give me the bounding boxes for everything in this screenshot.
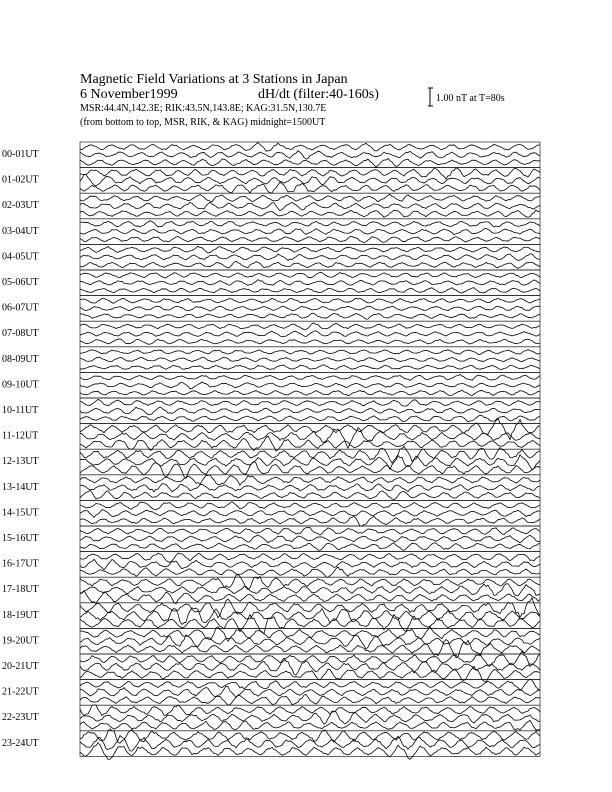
row-label: 01-02UT — [2, 174, 39, 186]
row-14-15UT — [2, 500, 540, 526]
row-17-18UT — [2, 574, 540, 604]
trace-MSR — [80, 182, 540, 193]
row-07-08UT — [2, 321, 540, 347]
row-frame — [80, 628, 540, 654]
row-frame — [80, 680, 540, 706]
chart-date: 6 November1999 — [80, 87, 178, 102]
trace-RIK — [80, 484, 540, 492]
row-09-10UT — [2, 372, 540, 398]
trace-RIK — [80, 254, 540, 261]
row-19-20UT — [2, 626, 540, 657]
trace-RIK — [80, 510, 540, 518]
row-label: 11-12UT — [2, 430, 39, 442]
row-label: 13-14UT — [2, 481, 39, 493]
row-label: 16-17UT — [2, 558, 39, 570]
row-16-17UT — [2, 552, 540, 578]
trace-KAG — [80, 475, 540, 486]
trace-RIK — [80, 175, 540, 186]
trace-MSR — [80, 543, 540, 551]
row-03-04UT — [2, 219, 540, 245]
trace-KAG — [80, 272, 540, 278]
trace-MSR — [80, 743, 540, 760]
trace-RIK — [80, 331, 540, 337]
trace-MSR — [80, 288, 540, 293]
trace-RIK — [80, 306, 540, 311]
trace-KAG — [80, 221, 540, 227]
row-label: 20-21UT — [2, 661, 39, 672]
trace-KAG — [80, 598, 540, 618]
trace-RIK — [80, 686, 540, 697]
trace-MSR — [80, 158, 540, 167]
row-12-13UT — [2, 446, 540, 478]
row-22-23UT — [2, 705, 540, 731]
trace-RIK — [80, 202, 540, 210]
trace-MSR — [80, 261, 540, 268]
chart-quantity: dH/dt (filter:40-160s) — [258, 87, 379, 102]
row-label: 07-08UT — [2, 328, 39, 340]
row-label: 00-01UT — [2, 149, 39, 160]
trace-KAG — [80, 679, 540, 690]
trace-KAG — [80, 574, 540, 589]
trace-MSR — [80, 720, 540, 730]
row-13-14UT — [2, 475, 540, 501]
trace-KAG — [80, 246, 540, 253]
trace-RIK — [80, 584, 540, 596]
row-frame — [80, 270, 540, 296]
trace-KAG — [80, 194, 540, 202]
trace-MSR — [80, 490, 540, 499]
row-frame — [80, 705, 540, 731]
trace-KAG — [80, 553, 540, 562]
scale-label: 1.00 nT at T=80s — [436, 93, 505, 104]
trace-MSR — [80, 365, 540, 370]
row-20-21UT — [2, 651, 540, 682]
row-label: 12-13UT — [2, 456, 39, 468]
trace-KAG — [80, 418, 540, 439]
row-frame — [80, 193, 540, 219]
trace-MSR — [80, 615, 540, 634]
trace-MSR — [80, 415, 540, 421]
trace-RIK — [80, 357, 540, 362]
row-label: 04-05UT — [2, 251, 39, 263]
row-label: 02-03UT — [2, 200, 39, 212]
row-label: 08-09UT — [2, 353, 39, 365]
trace-RIK — [80, 711, 540, 724]
trace-KAG — [80, 528, 540, 536]
row-05-06UT — [2, 270, 540, 296]
trace-MSR — [80, 694, 540, 705]
trace-MSR — [80, 236, 540, 243]
trace-KAG — [80, 705, 540, 716]
trace-MSR — [80, 390, 540, 396]
trace-RIK — [80, 229, 540, 235]
trace-KAG — [80, 142, 540, 151]
row-21-22UT — [2, 679, 540, 705]
row-label: 15-16UT — [2, 533, 39, 544]
trace-KAG — [80, 502, 540, 510]
row-01-02UT — [2, 168, 540, 194]
trace-RIK — [80, 407, 540, 415]
row-04-05UT — [2, 244, 540, 270]
trace-KAG — [80, 374, 540, 380]
row-label: 18-19UT — [2, 609, 39, 621]
row-label: 21-22UT — [2, 686, 39, 698]
row-label: 23-24UT — [2, 737, 39, 749]
trace-MSR — [80, 339, 540, 344]
chart-title: Magnetic Field Variations at 3 Stations in Japan — [80, 72, 348, 87]
trace-RIK — [80, 151, 540, 159]
row-11-12UT — [2, 418, 540, 451]
row-label: 22-23UT — [2, 712, 39, 724]
trace-MSR — [80, 210, 540, 217]
row-10-11UT — [2, 398, 540, 424]
trace-MSR — [80, 591, 540, 604]
trace-MSR — [80, 567, 540, 578]
row-label: 06-07UT — [2, 302, 39, 314]
stacking-order-note: (from bottom to top, MSR, RIK, & KAG) midnight=1500UT — [80, 117, 326, 128]
row-label: 14-15UT — [2, 507, 39, 519]
row-label: 17-18UT — [2, 584, 39, 596]
row-label: 09-10UT — [2, 379, 39, 391]
trace-RIK — [80, 428, 540, 449]
trace-RIK — [80, 382, 540, 389]
station-coordinates: MSR:44.4N,142.3E; RIK:43.5N,143.8E; KAG:31.5N,130.7E — [80, 103, 327, 114]
trace-KAG — [80, 350, 540, 355]
trace-MSR — [80, 516, 540, 526]
trace-KAG — [80, 399, 540, 406]
trace-RIK — [80, 559, 540, 570]
trace-KAG — [80, 168, 540, 179]
row-00-01UT — [2, 142, 540, 168]
row-label: 19-20UT — [2, 635, 39, 647]
row-02-03UT — [2, 193, 540, 219]
row-08-09UT — [2, 347, 540, 373]
trace-KAG — [80, 298, 540, 303]
trace-RIK — [80, 535, 540, 543]
row-23-24UT — [2, 729, 540, 760]
row-15-16UT — [2, 526, 540, 552]
row-label: 03-04UT — [2, 225, 39, 237]
trace-RIK — [80, 280, 540, 286]
trace-MSR — [80, 313, 540, 319]
row-label: 10-11UT — [2, 405, 39, 416]
row-label: 05-06UT — [2, 277, 39, 288]
trace-KAG — [80, 323, 540, 330]
row-06-07UT — [2, 296, 540, 322]
trace-KAG — [80, 651, 540, 667]
